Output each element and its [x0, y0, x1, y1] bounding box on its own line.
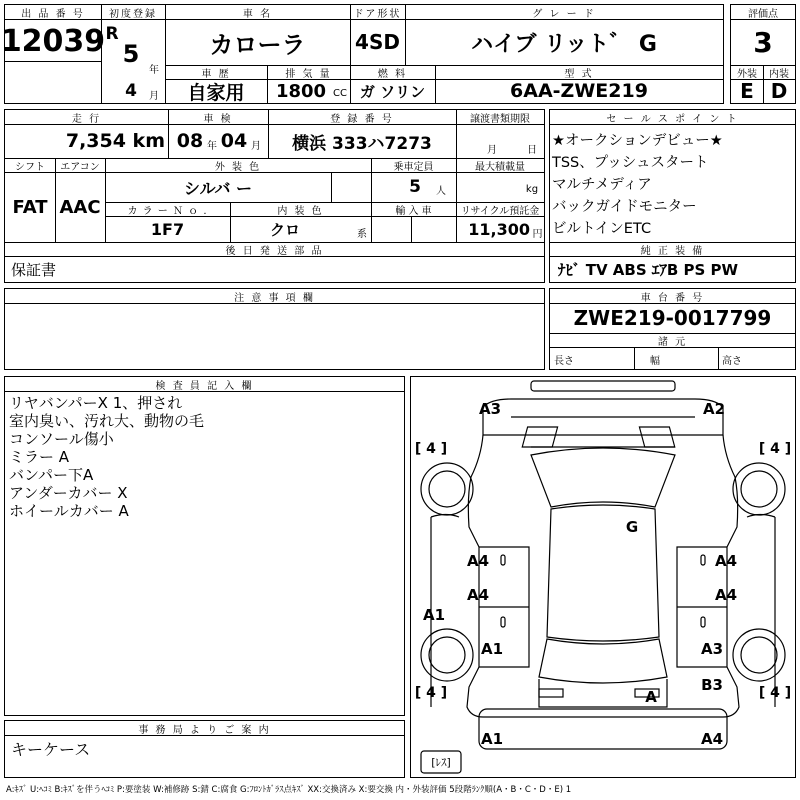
office-panel — [4, 720, 405, 778]
interior-color-value: クロ — [269, 220, 300, 239]
mark-a4-right-2: A4 — [714, 586, 738, 604]
load-label: 最大積載量 — [475, 161, 525, 173]
color-no-label: カ ラ ー Ｎ ｏ . — [127, 205, 208, 217]
mark-a4-left-2: A4 — [466, 586, 490, 604]
inspection-month-unit: 月 — [251, 140, 261, 152]
inspector-note-line: コンソール傷小 — [9, 430, 114, 448]
grade-value: ハイブ リット゛ G — [471, 31, 657, 57]
aircon-label: エアコン — [60, 161, 100, 173]
spec-label: 諸 元 — [657, 336, 688, 348]
sales-point-item: TSS、プッシュスタート — [552, 155, 709, 171]
shift-label: シフト — [15, 161, 45, 173]
tire-rear-left: [ 4 ] — [414, 685, 448, 701]
interior-grade: D — [770, 79, 788, 103]
mark-a1-left-rear: A1 — [480, 640, 504, 658]
history-label: 車 歴 — [201, 68, 231, 80]
year-num: 5 — [122, 40, 140, 68]
model-label: 型 式 — [564, 68, 594, 80]
inspection-month: 04 — [220, 130, 248, 152]
sales-point-item: ★オークションデビュー★ — [552, 133, 723, 149]
mark-a3-right-rear: A3 — [700, 640, 724, 658]
door-label: ドア形状 — [353, 8, 402, 20]
era: R — [105, 24, 119, 44]
tire-front-left: [ 4 ] — [414, 441, 448, 457]
mark-a2-front: A2 — [702, 400, 726, 418]
model-value: 6AA-ZWE219 — [510, 80, 648, 102]
inspection-year: 08 — [176, 130, 204, 152]
color-value: シルバ ー — [183, 178, 253, 198]
aircon-value: AAC — [59, 196, 101, 218]
equipment-label: 純 正 装 備 — [640, 245, 705, 257]
capacity-label: 乗車定員 — [393, 161, 434, 173]
inspector-label: 検 査 員 記 入 欄 — [155, 380, 254, 392]
sales-point-item: マルチメディア — [552, 177, 652, 193]
mark-g-windshield: G — [625, 518, 639, 536]
year-unit: 年 — [149, 64, 159, 76]
length-label: 長さ — [554, 355, 574, 367]
interior-label: 内装 — [769, 68, 789, 80]
lot-label: 出 品 番 号 — [21, 8, 85, 20]
mark-a4-left-1: A4 — [466, 552, 490, 570]
inspector-note-line: ホイールカバー A — [9, 502, 129, 520]
mark-a4-right-1: A4 — [714, 552, 738, 570]
car-diagram-panel — [410, 376, 796, 778]
displacement-value: 1800 — [275, 80, 327, 102]
mileage-label: 走 行 — [71, 113, 102, 125]
load-unit: kg — [525, 183, 539, 195]
shift-value: FAT — [12, 196, 48, 218]
inspector-notes — [9, 394, 204, 520]
displacement-label: 排 気 量 — [285, 68, 332, 80]
mark-a1-bumper: A1 — [480, 730, 504, 748]
later-parts-label: 後 日 発 送 部 品 — [225, 245, 324, 257]
notes-label: 注 意 事 項 欄 — [234, 292, 315, 304]
inspector-note-line: バンパー下A — [9, 466, 94, 484]
inspector-note-line: アンダーカバー X — [9, 484, 128, 502]
score-panel — [730, 4, 796, 104]
tire-rear-right: [ 4 ] — [758, 685, 792, 701]
mark-b3-right-rear: B3 — [701, 676, 723, 694]
sales-point-item: ビルトインETC — [552, 221, 652, 237]
score-label: 評価点 — [748, 8, 778, 20]
mileage-value: 7,354 km — [65, 130, 165, 152]
registration-value: 横浜 333ハ7273 — [292, 133, 432, 154]
interior-color-unit: 系 — [357, 228, 367, 240]
equipment-value: ﾅﾋﾞ TV ABS ｴｱB PS PW — [558, 260, 739, 279]
car-diagram — [411, 377, 795, 777]
sales-points-panel — [549, 109, 796, 283]
color-no-value: 1F7 — [150, 219, 185, 239]
month-num: 4 — [125, 81, 137, 101]
vehicle-panel — [4, 109, 545, 283]
header-panel — [0, 4, 724, 104]
legend-text: A:ｷｽﾞ U:ﾍｺﾐ B:ｷｽﾞを伴うﾍｺﾐ P:要塗装 W:補修跡 S:錆 C:腐食 G:ﾌﾛﾝﾄｶﾞﾗｽ点ｷｽﾞ XX:交換済み X:要交換 内・外装評価 5段階ﾗﾝｸ順(A・B・C・D・E) 1 — [6, 785, 572, 795]
later-parts-value: 保証書 — [11, 260, 57, 279]
recycle-unit: 円 — [532, 228, 543, 240]
history-value: 自家用 — [187, 81, 245, 104]
office-label: 事 務 局 よ り ご 案 内 — [138, 724, 271, 736]
interior-color-label: 内 装 色 — [277, 205, 324, 217]
registration-label: 登 録 番 号 — [330, 113, 394, 125]
fuel-label: 燃 料 — [377, 68, 408, 80]
capacity-unit: 人 — [436, 185, 446, 197]
sales-points-label: セ ー ル ス ポ イ ン ト — [606, 113, 739, 125]
door-value: 4SD — [355, 30, 400, 54]
transfer-day-unit: 日 — [527, 144, 537, 156]
transfer-label: 譲渡書類期限 — [470, 113, 530, 125]
sales-points-list — [552, 130, 723, 240]
recycle-label: リサイクル預託金 — [460, 205, 540, 217]
chassis-label: 車 台 番 号 — [640, 292, 705, 304]
width-label: 幅 — [650, 355, 660, 367]
mark-a4-bumper: A4 — [700, 730, 724, 748]
car-name-label: 車 名 — [242, 8, 273, 20]
transfer-month-unit: 月 — [487, 144, 497, 156]
mark-a-rear: A — [645, 688, 657, 706]
tire-front-right: [ 4 ] — [758, 441, 792, 457]
capacity-value: 5 — [409, 177, 421, 197]
chassis-panel — [549, 288, 796, 370]
recycle-value: 11,300 — [468, 219, 530, 239]
month-unit: 月 — [149, 90, 159, 102]
import-label: 輸 入 車 — [395, 205, 432, 217]
lot-number: 12039 — [0, 23, 106, 59]
spare-label: [ﾚｽ] — [431, 756, 451, 769]
height-label: 高さ — [722, 355, 742, 367]
chassis-number: ZWE219-0017799 — [573, 306, 772, 330]
mark-a1-left: A1 — [422, 606, 446, 624]
first-reg-label: 初度登録 — [109, 8, 157, 20]
inspector-note-line: ミラー A — [9, 448, 70, 466]
inspection-year-unit: 年 — [207, 140, 217, 152]
car-name: カローラ — [209, 30, 306, 59]
inspector-note-line: リヤバンパーX 1、押され — [9, 394, 183, 412]
displacement-unit: CC — [333, 87, 347, 99]
sales-point-item: バックガイドモニター — [552, 199, 697, 215]
grade-label: グ レ ー ド — [532, 8, 596, 20]
mark-a3-front: A3 — [478, 400, 502, 418]
inspector-note-line: 室内臭い、汚れ大、動物の毛 — [9, 412, 205, 430]
office-text: キーケース — [11, 739, 91, 759]
color-label: 外 装 色 — [214, 161, 262, 173]
fuel-value: ガ ソリン — [359, 82, 426, 101]
inspector-panel — [4, 376, 405, 716]
exterior-grade: E — [740, 79, 754, 103]
exterior-label: 外装 — [737, 68, 757, 80]
score-value: 3 — [753, 25, 773, 59]
notes-panel — [4, 288, 545, 370]
inspection-label: 車 検 — [203, 113, 233, 125]
